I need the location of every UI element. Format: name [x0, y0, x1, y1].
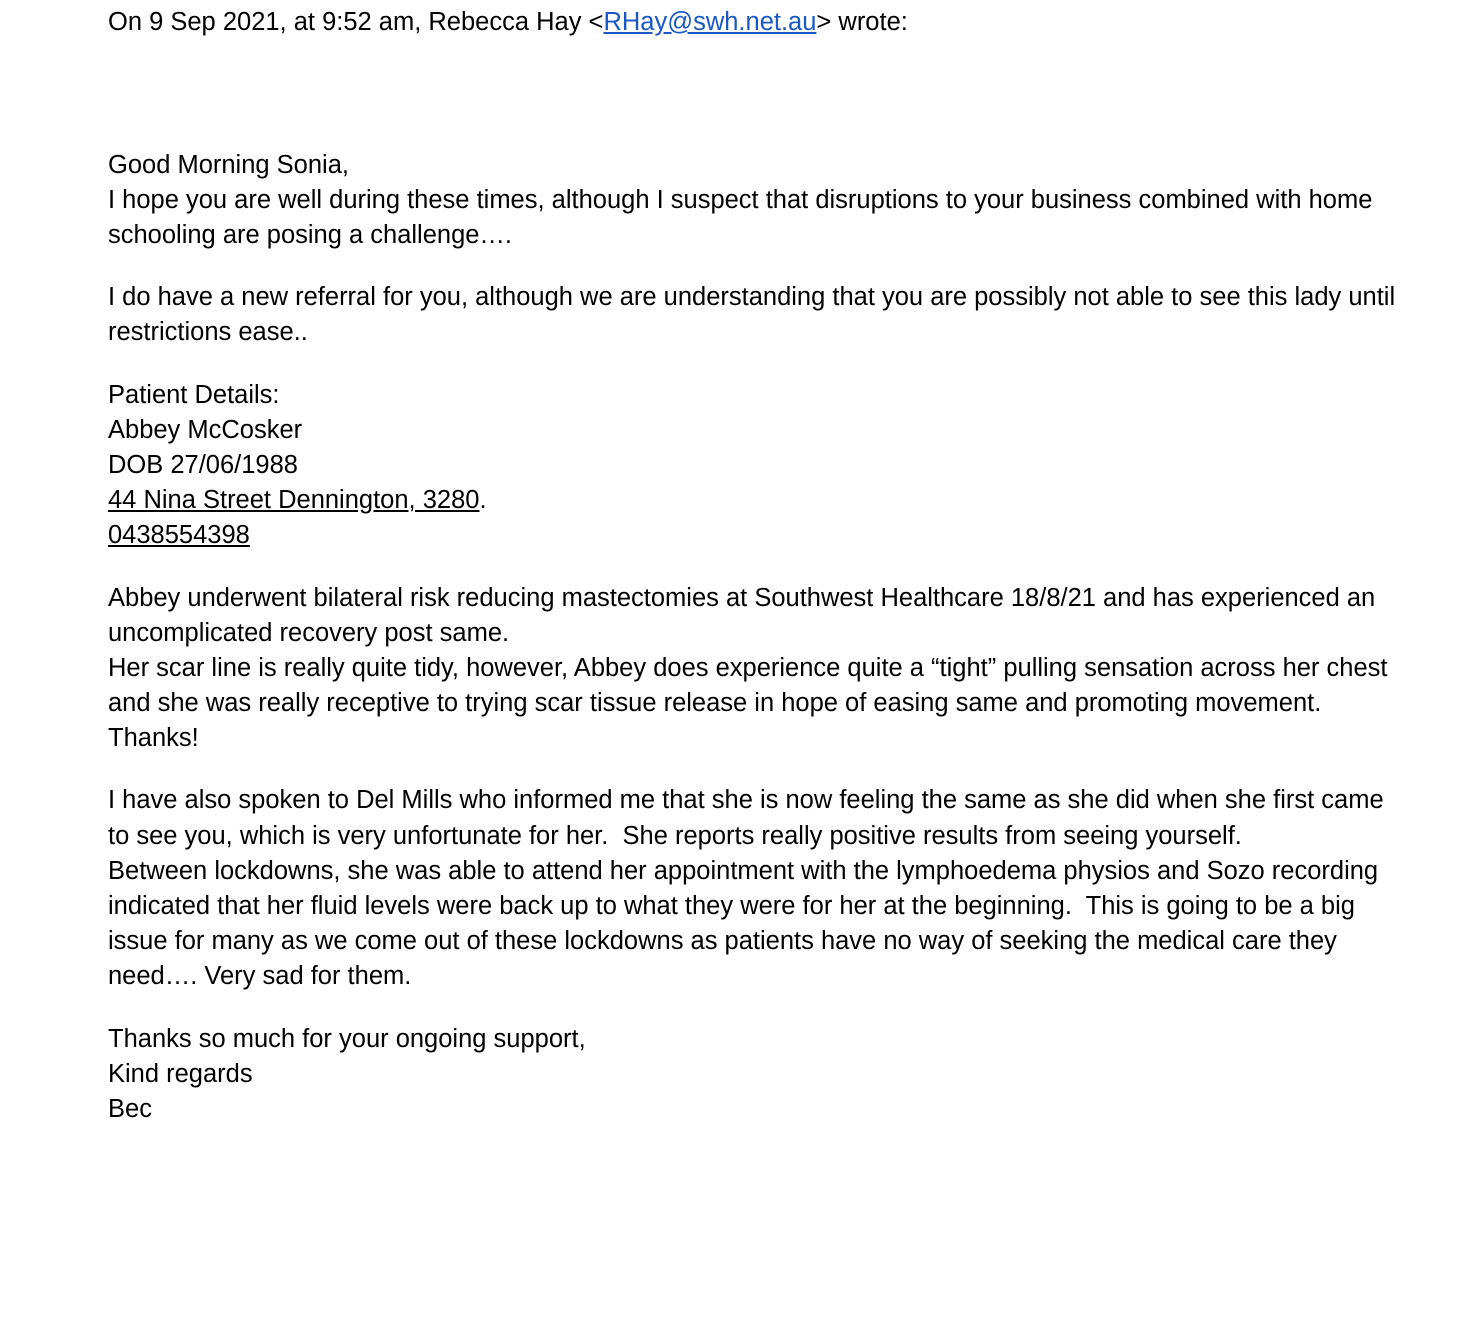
intro-paragraph: I hope you are well during these times, although I suspect that disruptions to your business combined with home schooling are posing a challenge…. [108, 185, 1380, 250]
patient-details-heading: Patient Details: [108, 380, 280, 409]
patient-name: Abbey McCosker [108, 415, 303, 444]
paragraph-gap [108, 756, 1407, 783]
patient-address-line [108, 483, 1407, 518]
patient-address-period: . [479, 486, 487, 515]
paragraph-gap [108, 253, 1407, 280]
paragraph-gap [108, 351, 1407, 378]
del-mills-paragraph-2: Between lockdowns, she was able to attend her appointment with the lymphoedema physios and Sozo recording indicated that her fluid levels were back up to what they were for her at the beginning. This is going to be a big issue for many as we come out of these lockdowns as patients have no way of seeking the medical care they need…. Very sad for them. [108, 856, 1386, 991]
quoted-message-header [108, 0, 1407, 40]
paragraph-gap [108, 995, 1407, 1022]
quote-header-suffix: > wrote: [816, 8, 908, 36]
closing-signature: Bec [108, 1094, 152, 1123]
referral-paragraph: I do have a new referral for you, although we are understanding that you are possibly not able to see this lady until restrictions ease.. [108, 283, 1403, 347]
quote-header-prefix: On 9 Sep 2021, at 9:52 am, Rebecca Hay < [108, 8, 604, 36]
email-body [108, 148, 1407, 1128]
clinical-paragraph-1: Abbey underwent bilateral risk reducing mastectomies at Southwest Healthcare 18/8/21 and has experienced an uncomplicated recovery post same. [108, 583, 1383, 647]
clinical-paragraph-2: Her scar line is really quite tidy, however, Abbey does experience quite a “tight” pulling sensation across her chest and she was really receptive to trying scar tissue release in hope of easing same and promoting movement. Thanks! [108, 653, 1395, 753]
closing-thanks: Thanks so much for your ongoing support, [108, 1024, 586, 1053]
closing-regards: Kind regards [108, 1059, 253, 1088]
patient-phone: 0438554398 [108, 521, 250, 550]
greeting-line: Good Morning Sonia, [108, 150, 349, 179]
patient-address: 44 Nina Street Dennington, 3280 [108, 486, 480, 515]
del-mills-paragraph-1: I have also spoken to Del Mills who informed me that she is now feeling the same as she did when she first came to see you, which is very unfortunate for her. She reports really positive results from seeing yourself. [108, 786, 1391, 850]
patient-phone-line [108, 518, 1407, 553]
sender-email-link[interactable]: RHay@swh.net.au [603, 8, 817, 36]
patient-dob: DOB 27/06/1988 [108, 450, 298, 479]
header-body-spacer [108, 40, 1407, 148]
paragraph-gap [108, 554, 1407, 581]
